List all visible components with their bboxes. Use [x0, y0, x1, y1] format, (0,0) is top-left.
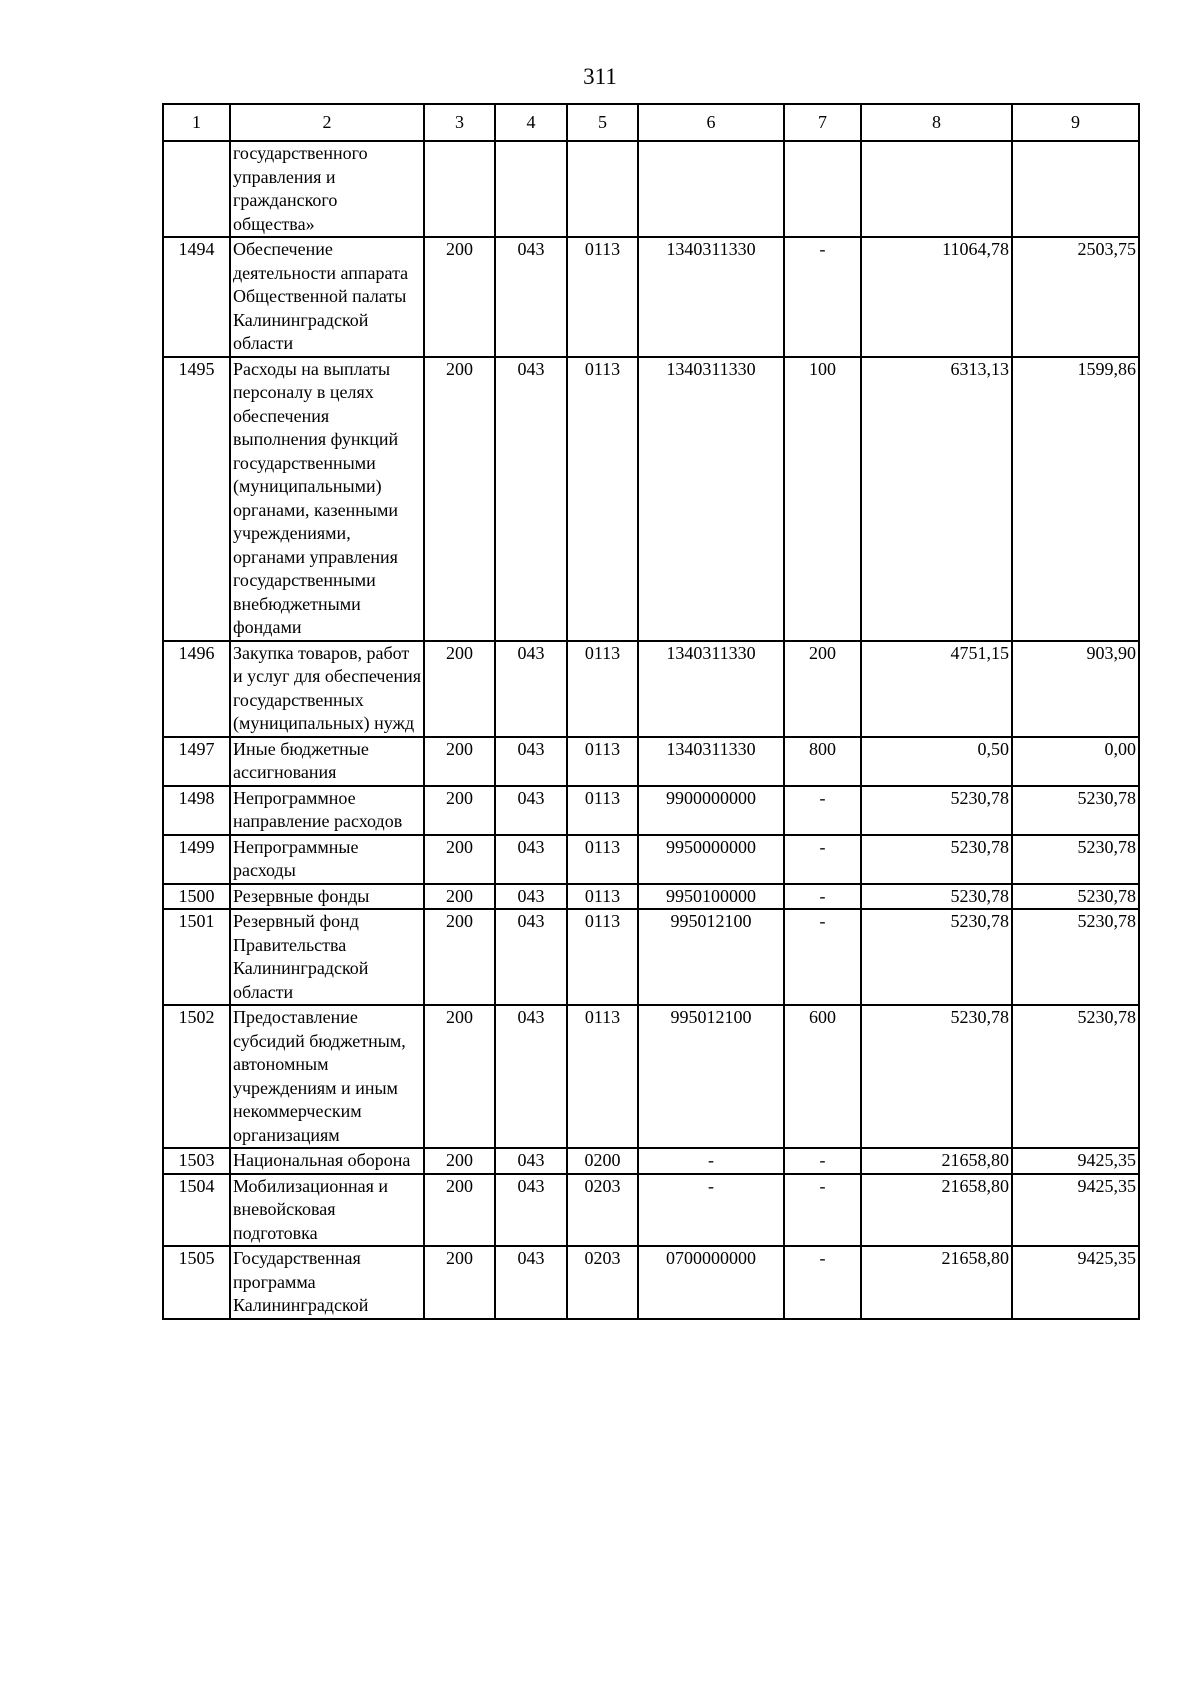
- table-body: [163, 141, 1139, 1319]
- column-header: 2: [230, 104, 424, 141]
- row-number: 1498: [163, 786, 230, 835]
- cell-col3: 200: [424, 1148, 495, 1174]
- cell-col5: 0203: [567, 1246, 638, 1319]
- cell-col9: 2503,75: [1012, 237, 1139, 357]
- row-number: 1505: [163, 1246, 230, 1319]
- cell-col5: 0113: [567, 641, 638, 737]
- cell-col3: 200: [424, 1005, 495, 1148]
- cell-col7: -: [784, 884, 861, 910]
- cell-col9: 5230,78: [1012, 909, 1139, 1005]
- cell-col4: [495, 141, 567, 237]
- cell-col9: 9425,35: [1012, 1174, 1139, 1247]
- cell-col7: 100: [784, 357, 861, 641]
- cell-col8: [861, 141, 1012, 237]
- cell-col8: 21658,80: [861, 1148, 1012, 1174]
- table-row: [163, 141, 1139, 237]
- cell-col7: 800: [784, 737, 861, 786]
- cell-col5: [567, 141, 638, 237]
- cell-col6: [638, 141, 784, 237]
- item-name: Государственная программа Калининградской: [230, 1246, 424, 1319]
- cell-col4: 043: [495, 884, 567, 910]
- cell-col8: 21658,80: [861, 1246, 1012, 1319]
- cell-col3: 200: [424, 641, 495, 737]
- cell-col4: 043: [495, 1246, 567, 1319]
- cell-col9: 9425,35: [1012, 1148, 1139, 1174]
- cell-col9: [1012, 141, 1139, 237]
- column-header: 6: [638, 104, 784, 141]
- item-name: Резервный фонд Правительства Калининградской области: [230, 909, 424, 1005]
- cell-col6: -: [638, 1174, 784, 1247]
- item-name: Обеспечение деятельности аппарата Общественной палаты Калининградской области: [230, 237, 424, 357]
- row-number: 1494: [163, 237, 230, 357]
- cell-col6: -: [638, 1148, 784, 1174]
- cell-col3: 200: [424, 786, 495, 835]
- cell-col9: 5230,78: [1012, 1005, 1139, 1148]
- cell-col6: 995012100: [638, 1005, 784, 1148]
- cell-col9: 5230,78: [1012, 786, 1139, 835]
- cell-col7: -: [784, 835, 861, 884]
- row-number: 1495: [163, 357, 230, 641]
- cell-col4: 043: [495, 641, 567, 737]
- table-row: [163, 909, 1139, 1005]
- cell-col5: 0113: [567, 1005, 638, 1148]
- cell-col9: 5230,78: [1012, 884, 1139, 910]
- row-number: 1502: [163, 1005, 230, 1148]
- cell-col6: 9900000000: [638, 786, 784, 835]
- cell-col4: 043: [495, 1174, 567, 1247]
- item-name: Иные бюджетные ассигнования: [230, 737, 424, 786]
- cell-col5: 0113: [567, 737, 638, 786]
- cell-col7: -: [784, 1246, 861, 1319]
- budget-table: [162, 103, 1140, 1320]
- cell-col8: 21658,80: [861, 1174, 1012, 1247]
- row-number: 1497: [163, 737, 230, 786]
- row-number: [163, 141, 230, 237]
- cell-col3: 200: [424, 1174, 495, 1247]
- cell-col5: 0113: [567, 786, 638, 835]
- cell-col8: 5230,78: [861, 835, 1012, 884]
- table-row: [163, 835, 1139, 884]
- cell-col9: 903,90: [1012, 641, 1139, 737]
- cell-col9: 0,00: [1012, 737, 1139, 786]
- item-name: Мобилизационная и вневойсковая подготовка: [230, 1174, 424, 1247]
- cell-col7: 200: [784, 641, 861, 737]
- column-header: 5: [567, 104, 638, 141]
- cell-col7: -: [784, 909, 861, 1005]
- cell-col7: -: [784, 237, 861, 357]
- cell-col3: 200: [424, 835, 495, 884]
- cell-col6: 995012100: [638, 909, 784, 1005]
- cell-col8: 5230,78: [861, 1005, 1012, 1148]
- row-number: 1504: [163, 1174, 230, 1247]
- cell-col4: 043: [495, 737, 567, 786]
- cell-col6: 1340311330: [638, 237, 784, 357]
- row-number: 1499: [163, 835, 230, 884]
- cell-col7: [784, 141, 861, 237]
- cell-col8: 4751,15: [861, 641, 1012, 737]
- cell-col9: 5230,78: [1012, 835, 1139, 884]
- item-name: Резервные фонды: [230, 884, 424, 910]
- cell-col4: 043: [495, 237, 567, 357]
- cell-col7: -: [784, 1148, 861, 1174]
- column-header: 8: [861, 104, 1012, 141]
- table-row: [163, 641, 1139, 737]
- table-row: [163, 884, 1139, 910]
- cell-col8: 6313,13: [861, 357, 1012, 641]
- cell-col6: 1340311330: [638, 641, 784, 737]
- cell-col5: 0113: [567, 237, 638, 357]
- item-name: Непрограммные расходы: [230, 835, 424, 884]
- cell-col3: 200: [424, 237, 495, 357]
- table-row: [163, 1174, 1139, 1247]
- table-row: [163, 357, 1139, 641]
- cell-col5: 0113: [567, 357, 638, 641]
- row-number: 1503: [163, 1148, 230, 1174]
- cell-col8: 11064,78: [861, 237, 1012, 357]
- cell-col9: 9425,35: [1012, 1246, 1139, 1319]
- table-row: [163, 1246, 1139, 1319]
- row-number: 1500: [163, 884, 230, 910]
- cell-col6: 1340311330: [638, 737, 784, 786]
- cell-col4: 043: [495, 1148, 567, 1174]
- cell-col5: 0203: [567, 1174, 638, 1247]
- table-row: [163, 1148, 1139, 1174]
- cell-col7: -: [784, 786, 861, 835]
- cell-col4: 043: [495, 357, 567, 641]
- cell-col7: -: [784, 1174, 861, 1247]
- cell-col3: 200: [424, 1246, 495, 1319]
- item-name: Закупка товаров, работ и услуг для обеспечения государственных (муниципальных) нужд: [230, 641, 424, 737]
- cell-col8: 5230,78: [861, 786, 1012, 835]
- column-header: 3: [424, 104, 495, 141]
- cell-col8: 5230,78: [861, 909, 1012, 1005]
- row-number: 1496: [163, 641, 230, 737]
- row-number: 1501: [163, 909, 230, 1005]
- cell-col8: 5230,78: [861, 884, 1012, 910]
- column-header: 4: [495, 104, 567, 141]
- cell-col4: 043: [495, 835, 567, 884]
- cell-col3: 200: [424, 357, 495, 641]
- table-row: [163, 737, 1139, 786]
- item-name: Национальная оборона: [230, 1148, 424, 1174]
- cell-col6: 9950000000: [638, 835, 784, 884]
- table-row: [163, 786, 1139, 835]
- item-name: Расходы на выплаты персоналу в целях обеспечения выполнения функций государственными (муниципальными) органами, казенными учреждениями, органами управления государственными внебюджетными фондами: [230, 357, 424, 641]
- item-name: Непрограммное направление расходов: [230, 786, 424, 835]
- cell-col8: 0,50: [861, 737, 1012, 786]
- cell-col3: 200: [424, 884, 495, 910]
- cell-col6: 1340311330: [638, 357, 784, 641]
- cell-col4: 043: [495, 909, 567, 1005]
- item-name: Предоставление субсидий бюджетным, автономным учреждениям и иным некоммерческим организациям: [230, 1005, 424, 1148]
- cell-col5: 0113: [567, 884, 638, 910]
- column-header: 9: [1012, 104, 1139, 141]
- cell-col5: 0113: [567, 909, 638, 1005]
- cell-col3: 200: [424, 909, 495, 1005]
- cell-col6: 9950100000: [638, 884, 784, 910]
- page-number: 311: [583, 64, 617, 89]
- column-header: 7: [784, 104, 861, 141]
- cell-col7: 600: [784, 1005, 861, 1148]
- item-name: государственного управления и гражданского общества»: [230, 141, 424, 237]
- cell-col9: 1599,86: [1012, 357, 1139, 641]
- cell-col5: 0200: [567, 1148, 638, 1174]
- column-header: 1: [163, 104, 230, 141]
- cell-col6: 0700000000: [638, 1246, 784, 1319]
- cell-col3: [424, 141, 495, 237]
- cell-col3: 200: [424, 737, 495, 786]
- table-header-row: [163, 104, 1139, 141]
- table-row: [163, 237, 1139, 357]
- cell-col4: 043: [495, 786, 567, 835]
- cell-col4: 043: [495, 1005, 567, 1148]
- cell-col5: 0113: [567, 835, 638, 884]
- table-row: [163, 1005, 1139, 1148]
